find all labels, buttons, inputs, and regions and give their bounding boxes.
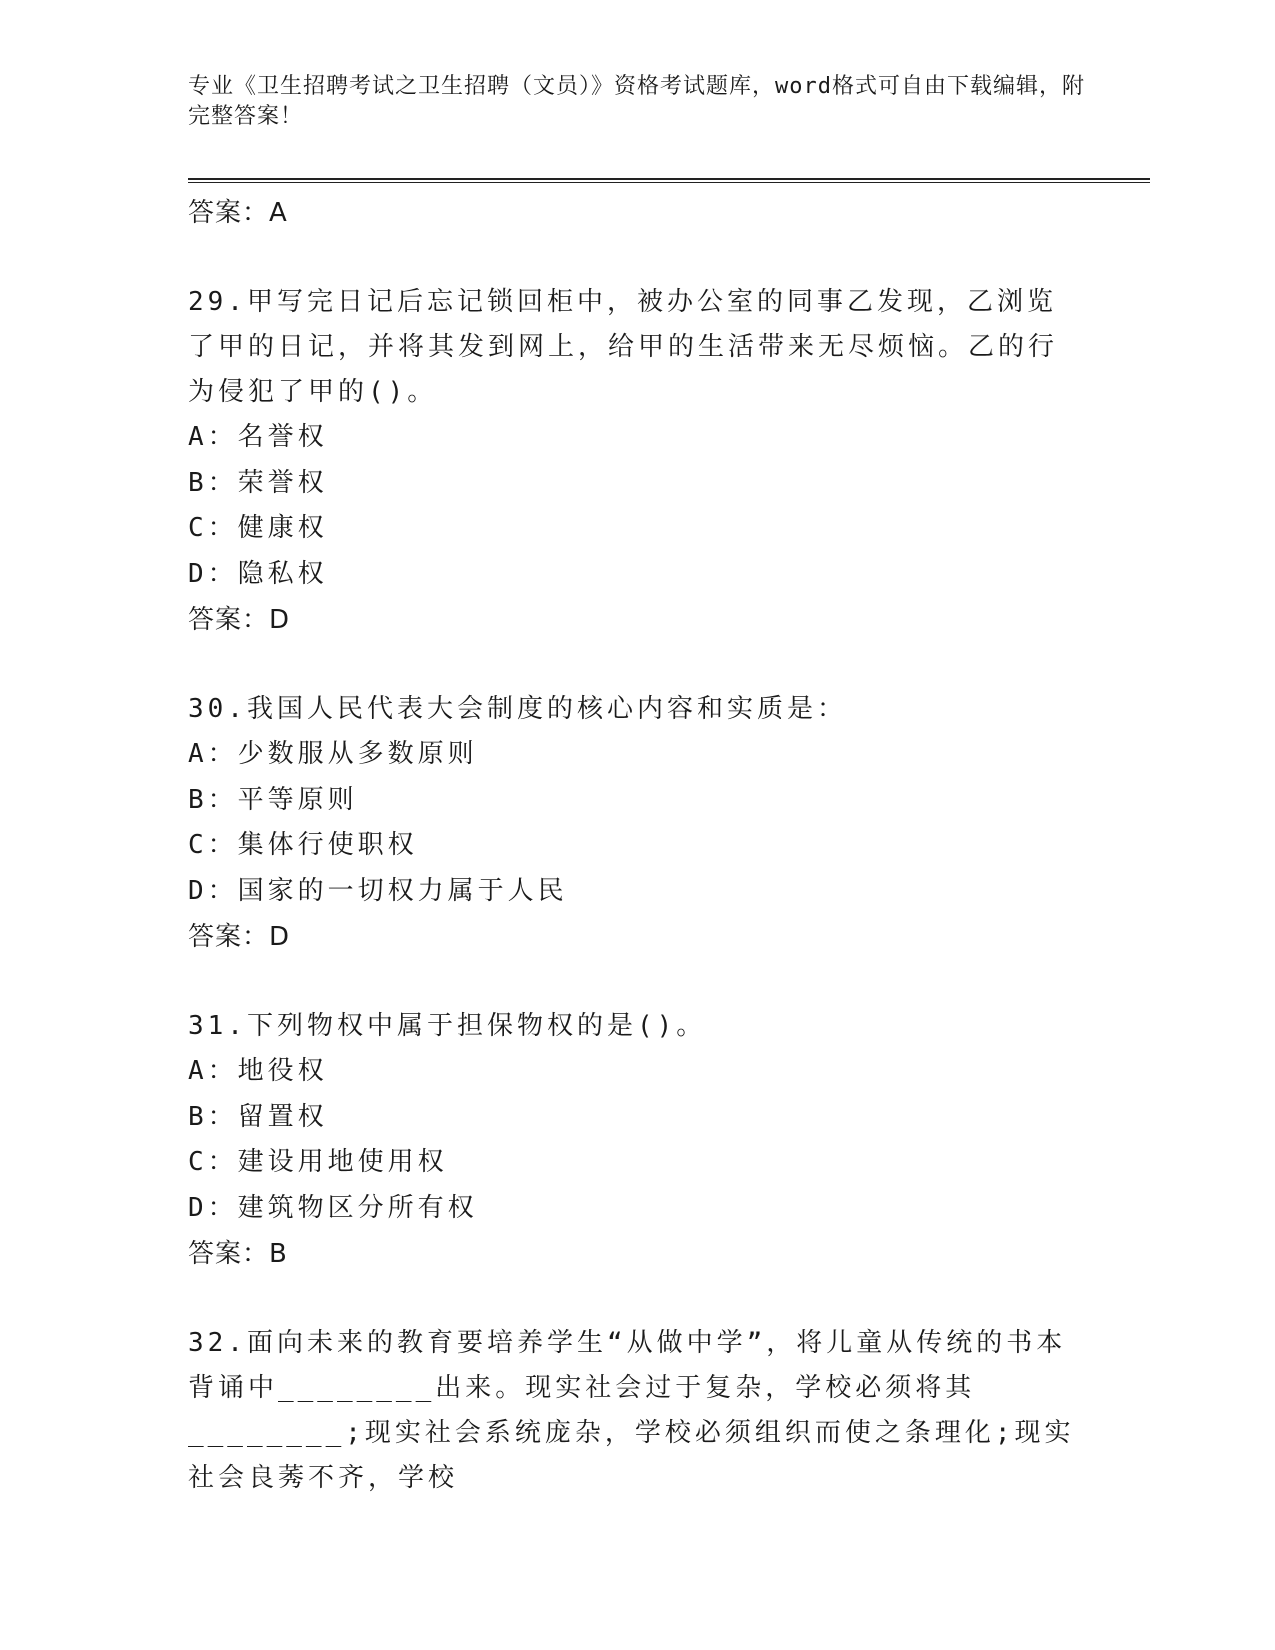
option-c: C：健康权 [188,513,328,543]
question-stem: 31.下列物权中属于担保物权的是()。 [188,1011,707,1041]
question-stem: 32.面向未来的教育要培养学生“从做中学”，将儿童从传统的书本背诵中________出来。现实社会过于复杂，学校必须将其________;现实社会系统庞杂，学校必须组织而使之条理化;现实社会良莠不齐，学校 [188,1328,1075,1493]
answer-line: 答案：A [188,198,288,228]
option-d: D：建筑物区分所有权 [188,1192,478,1223]
option-a: A：地役权 [188,1056,328,1086]
option-d: D：隐私权 [188,558,328,589]
question-stem: 30.我国人民代表大会制度的核心内容和实质是： [188,694,847,724]
question-block [188,1321,1078,1501]
question-block [188,280,1078,643]
question-list [188,190,1078,1501]
option-c: C：建设用地使用权 [188,1147,448,1177]
question-stem: 29.甲写完日记后忘记锁回柜中，被办公室的同事乙发现，乙浏览了甲的日记，并将其发到网上，给甲的生活带来无尽烦恼。乙的行为侵犯了甲的()。 [188,287,1059,407]
question-block [188,687,1078,960]
option-b: B：平等原则 [188,784,358,815]
answer-line: 答案：D [188,605,291,635]
option-a: A：名誉权 [188,422,328,452]
option-c: C：集体行使职权 [188,830,418,860]
header-divider-thin [188,182,1150,183]
answer-line: 答案：D [188,922,291,952]
option-b: B：荣誉权 [188,467,328,498]
question-block [188,1004,1078,1277]
answer-line: 答案：B [188,1239,288,1269]
option-a: A：少数服从多数原则 [188,739,478,769]
header-divider-thick [188,178,1150,180]
document-header: 专业《卫生招聘考试之卫生招聘（文员）》资格考试题库，word格式可自由下载编辑，附完整答案！ [188,74,1085,129]
option-b: B：留置权 [188,1101,328,1132]
option-d: D：国家的一切权力属于人民 [188,875,568,906]
